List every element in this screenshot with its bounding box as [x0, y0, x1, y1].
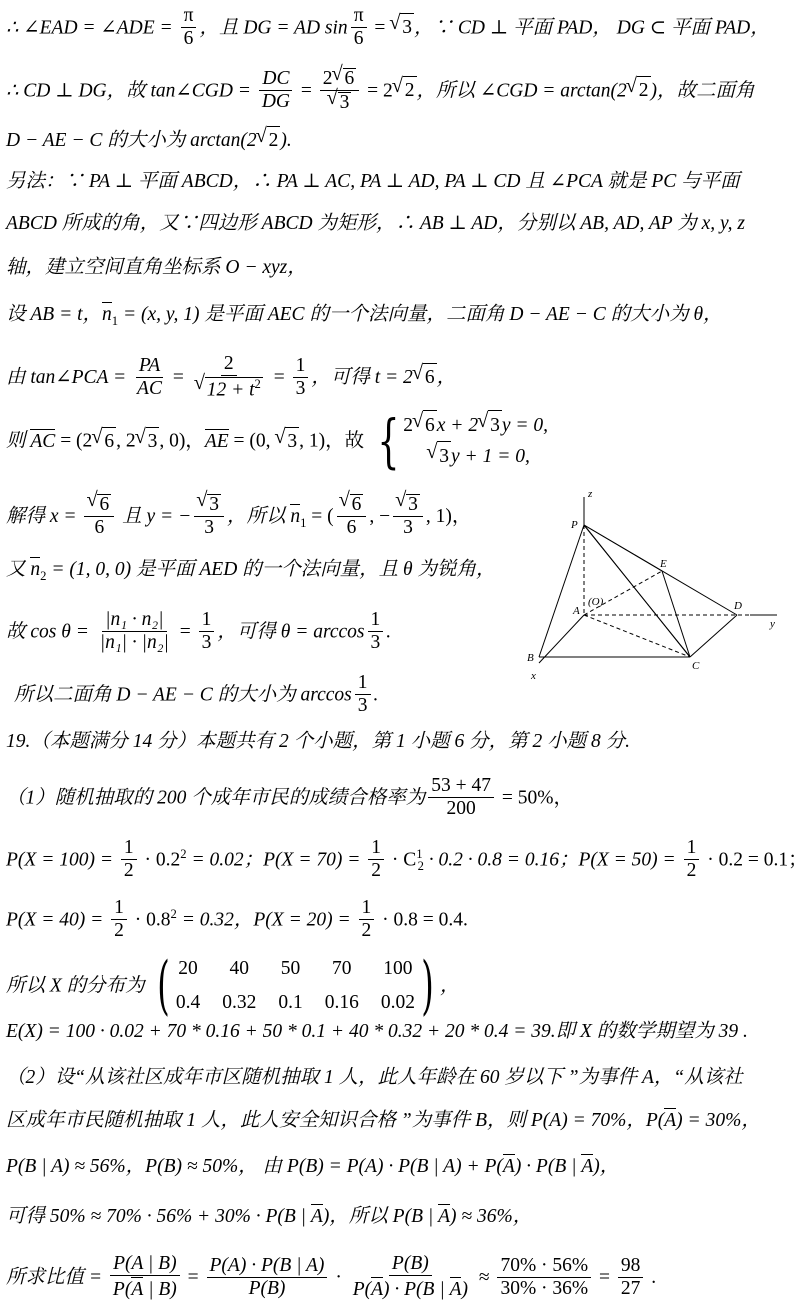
solution-19-line-8: P(B | A) ≈ 56%，P(B) ≈ 50%， 由 P(B) = P(A) · P(B | A) + P(A) · P(B | A)， [6, 1156, 620, 1177]
svg-text:A: A [573, 605, 580, 617]
solution-19-line-1: （1）随机抽取的 200 个成年市民的成绩合格率为 $\frac{53 + 47}{200}$ = 50%， [6, 775, 574, 820]
matrix-cell: 0.1 [278, 992, 303, 1013]
solution-line-8: 由 tan∠PCA = $\frac{PA}{AC}$ = 2 √ $12 + t^2$ = $\frac{1}{3}$ ，可得 t = 2√ 6 ， [6, 354, 786, 401]
solution-line-2: ∴ CD ⊥ DG，故 tan∠CGD = $\frac{DC}{DG}$ = 2√ 6 √ 3 = 2√ 2 ，所以 ∠CGD = arctan(2√ 2 )，故二面角 [6, 68, 786, 114]
edge-pe [584, 525, 662, 571]
edge-pb [539, 525, 584, 657]
solution-19-line-6: （2）设“从该社区成年市区随机抽取 1 人，此人年龄在 60 岁以下 ”为事件 A，“从该社 [6, 1067, 743, 1088]
solution-19-line-3: P(X = 40) = $\frac{1}{2}$ · $0.8^2 = 0.32$，P(X = 20) = $\frac{1}{2}$ · 0.8 = 0.4. [6, 897, 468, 942]
edge-cd [690, 615, 737, 657]
edge-ae [584, 571, 662, 615]
solution-19-line-2: P(X = 100) = $\frac{1}{2}$ · $0.2^2 = 0.02$；P(X = 70) = $\frac{1}{2}$ · $C^1_2 \cdot 0.2 \cdot 0.8 = 0.16$；P(X = 50) = $\frac{1}{2}$ · 0.2 = 0.1； [6, 837, 808, 882]
svg-text:E: E [660, 558, 667, 570]
solution-line-1: ∴ ∠EAD = ∠ADE = $\frac{\pi}{6}$ ，且 DG = AD sin $\frac{\pi}{6}$ = √ 3 ，∵ CD ⊥ 平面 PAD， DG ⊂ 平面 PAD， [6, 6, 786, 50]
svg-text:D: D [734, 600, 742, 612]
svg-text:y: y [770, 618, 775, 630]
solution-line-13: 所以二面角 D − AE − C 的大小为 arccos $\frac{1}{3}$ . [14, 672, 379, 717]
solution-line-7: 设 AB = t，$n_1 = (x$, y, 1) 是平面 AEC 的一个法向量，二面角 D − AE − C 的大小为 θ， [6, 304, 723, 328]
pyramid-figure [515, 485, 785, 685]
solution-19-line-10: 所求比值 = $\frac{P(A | B)}{P(A | B)}$ = $\frac{P(A) \cdot P(B | A)}{P(B)}$ · $\frac{P(B)}{P(A) \cdot P(B | A)}$ ≈ $\frac{70\% \cdot 56\%}{30\% \cdot 36\%}$ = $\frac{98}{27}$ . [6, 1253, 657, 1301]
distribution-matrix: ( 20 40 50 70 100 0.4 0.32 0.1 0.16 0.02 ) [157, 949, 434, 1023]
x-axis [539, 615, 584, 663]
solution-line-11: 又 $n_2 = (1$, 0, 0) 是平面 AED 的一个法向量，且 θ 为锐角， [6, 559, 496, 583]
solution-19-line-7: 区成年市民随机抽取 1 人，此人安全知识合格 ”为事件 B，则 P(A) = 70%，P(A) = 30%， [6, 1110, 761, 1131]
solution-line-6: 轴，建立空间直角坐标系 O − xyz， [6, 257, 307, 278]
matrix-cell: 20 [178, 958, 198, 979]
edge-ec [662, 571, 690, 657]
solution-19-line-9: 可得 50% ≈ 70% · 56% + 30% · P(B | A)，所以 P(B | A) ≈ 36%， [6, 1206, 533, 1227]
matrix-cell: 100 [383, 958, 413, 979]
svg-text:(O): (O) [588, 596, 604, 608]
problem-19-header: 19.（本题满分 14 分）本题共有 2 个小题，第 1 小题 6 分，第 2 小题 8 分. [6, 731, 631, 752]
svg-text:x: x [531, 670, 536, 682]
matrix-cell: 0.16 [324, 992, 359, 1013]
solution-line-3: D − AE − C 的大小为 arctan(2√ 2 ). [6, 126, 786, 155]
solution-line-12: 故 cos θ = $\frac{\text{|n₁ · n₂|}}{\text{|n₁| · |n₂|}}$ = $\frac{1}{3}$ ，可得 θ = arccos $\frac{1}{3}$ . [6, 609, 392, 654]
sqrt-3: √ 3 [390, 13, 414, 42]
matrix-cell: 50 [280, 958, 301, 979]
matrix-cell: 0.02 [380, 992, 415, 1013]
solution-line-10: 解得 x = √ $\frac{6}{6}$ 且 y = − √ $\frac{3}{3}$ ，所以 $n_1$ = ( √ $\frac{6}{6}$ , − √ $\frac{3}{3}$ , 1)， [6, 494, 786, 539]
matrix-cell: 0.32 [222, 992, 257, 1013]
solution-19-line-4: 所以 X 的分布为 ( 20 40 50 70 100 0.4 0.32 0.1 0.16 0.02 ) ， [6, 949, 460, 1023]
svg-text:C: C [692, 660, 700, 672]
svg-text:P: P [571, 519, 578, 531]
solution-19-line-5: E(X) = 100 · 0.02 + 70 * 0.16 + 50 * 0.1 + 40 * 0.32 + 20 * 0.4 = 39.即 X 的数学期望为 39 . [6, 1021, 748, 1042]
svg-text:z: z [588, 488, 593, 500]
edge-diag [584, 525, 690, 657]
matrix-cell: 70 [332, 958, 352, 979]
edge-ac [584, 615, 690, 657]
svg-text:B: B [527, 652, 534, 664]
matrix-cell: 40 [229, 958, 250, 979]
matrix-cell: 0.4 [175, 992, 201, 1013]
equation-system: { 2√ 6 x + 2√ 3 y = 0, √ 3 y + 1 = 0, [370, 410, 548, 472]
fraction-pi-6: $\frac{\pi}{6}$ [181, 6, 197, 50]
solution-line-5: ABCD 所成的角，又∵四边形 ABCD 为矩形，∴ AB ⊥ AD，分别以 AB, AD, AP 为 x, y, z [6, 213, 745, 234]
solution-line-4: 另法：∵ PA ⊥ 平面 ABCD，∴ PA ⊥ AC, PA ⊥ AD, PA ⊥ CD 且 ∠PCA 就是 PC 与平面 [6, 171, 740, 192]
solution-line-9: 则 AC = (2√ 6 , 2√ 3 , 0)，AE = (0, √ 3 , 1)，故 { 2√ 6 x + 2√ 3 y = 0, √ 3 y + 1 = 0, [6, 410, 786, 472]
